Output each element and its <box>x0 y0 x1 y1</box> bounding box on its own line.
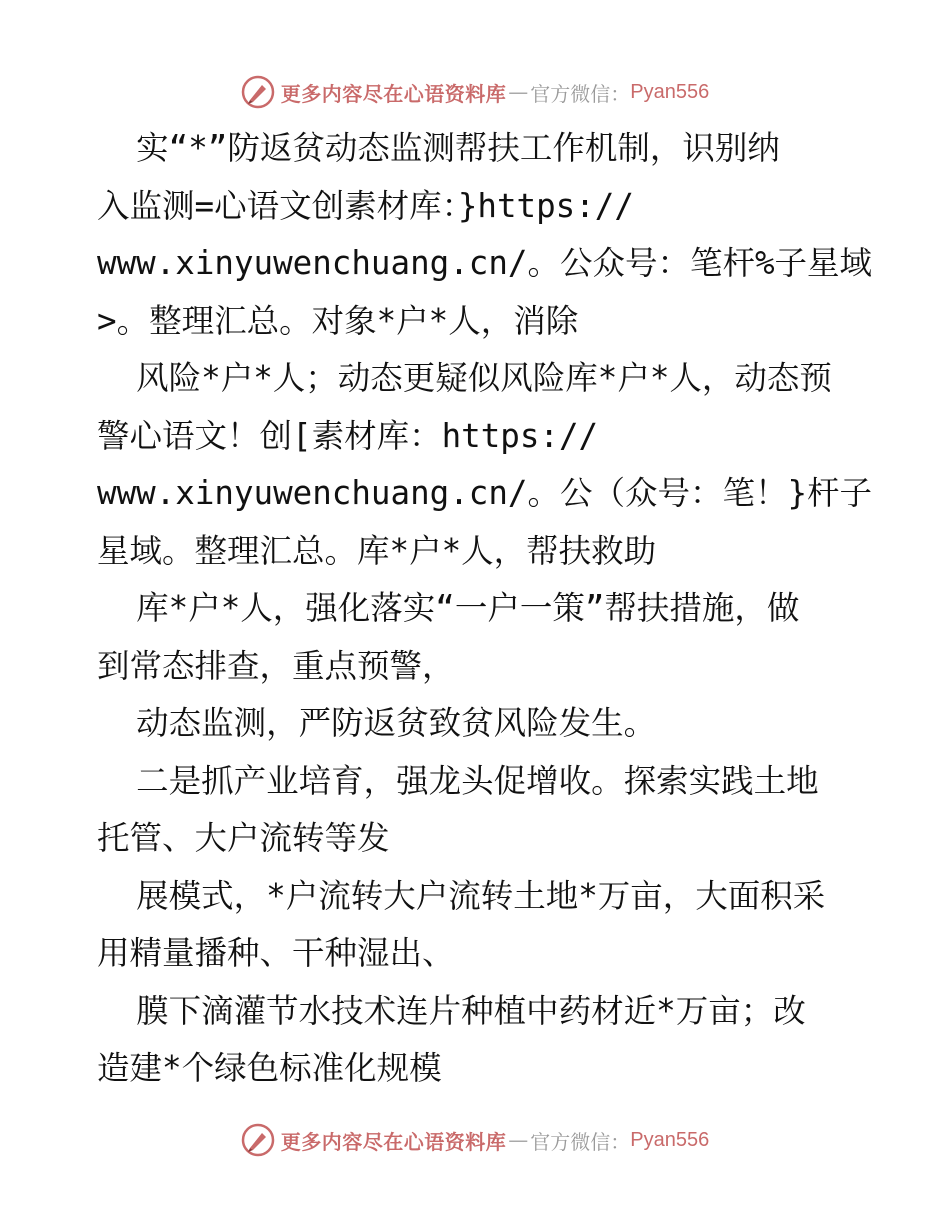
footer-watermark-banner <box>0 1120 950 1160</box>
text-line: 风险*户*人；动态更疑似风险库*户*人，动态预 <box>97 359 832 397</box>
banner-wechat-id: Pyan556 <box>630 1128 710 1151</box>
text-line: 星域。整理汇总。库*户*人，帮扶救助 <box>97 531 657 570</box>
text-line: 实“*”防返贫动态监测帮扶工作机制，识别纳 <box>97 129 780 167</box>
text-line: 到常态排查，重点预警， <box>97 646 455 685</box>
header-watermark-banner <box>0 72 950 112</box>
pen-logo-icon <box>241 1123 275 1157</box>
text-line: 造建*个绿色标准化规模 <box>97 1049 442 1087</box>
text-line: www.xinyuwenchuang.cn/。公（众号：笔！}杆子 <box>97 474 873 512</box>
banner-separator: — <box>508 1128 529 1152</box>
banner-title: 更多内容尽在心语资料库 <box>280 81 507 106</box>
text-line: www.xinyuwenchuang.cn/。公众号：笔杆%子星域 <box>97 244 873 282</box>
text-line: 膜下滴灌节水技术连片种植中药材近*万亩；改 <box>97 991 806 1030</box>
banner-wechat-id: Pyan556 <box>630 80 710 103</box>
text-line: 入监测=心语文创素材库：}https:// <box>97 186 634 225</box>
text-line: 用精量播种、干种湿出、 <box>97 934 455 972</box>
banner-wechat-label: 官方微信： <box>530 1129 631 1154</box>
text-line: 库*户*人，强化落实“一户一策”帮扶措施，做 <box>97 589 800 627</box>
document-body <box>97 120 873 1098</box>
text-line: 警心语文！创[素材库：https:// <box>97 416 599 455</box>
banner-title: 更多内容尽在心语资料库 <box>280 1129 507 1154</box>
text-line: >。整理汇总。对象*户*人，消除 <box>97 301 579 340</box>
banner-wechat-label: 官方微信： <box>530 81 631 106</box>
text-line: 展模式，*户流转大户流转土地*万亩，大面积采 <box>97 876 826 915</box>
text-line: 托管、大户流转等发 <box>97 819 390 857</box>
pen-logo-icon <box>241 75 275 109</box>
text-line: 二是抓产业培育，强龙头促增收。探索实践土地 <box>97 761 819 800</box>
banner-separator: — <box>508 80 529 104</box>
text-line: 动态监测，严防返贫致贫风险发生。 <box>97 704 657 742</box>
